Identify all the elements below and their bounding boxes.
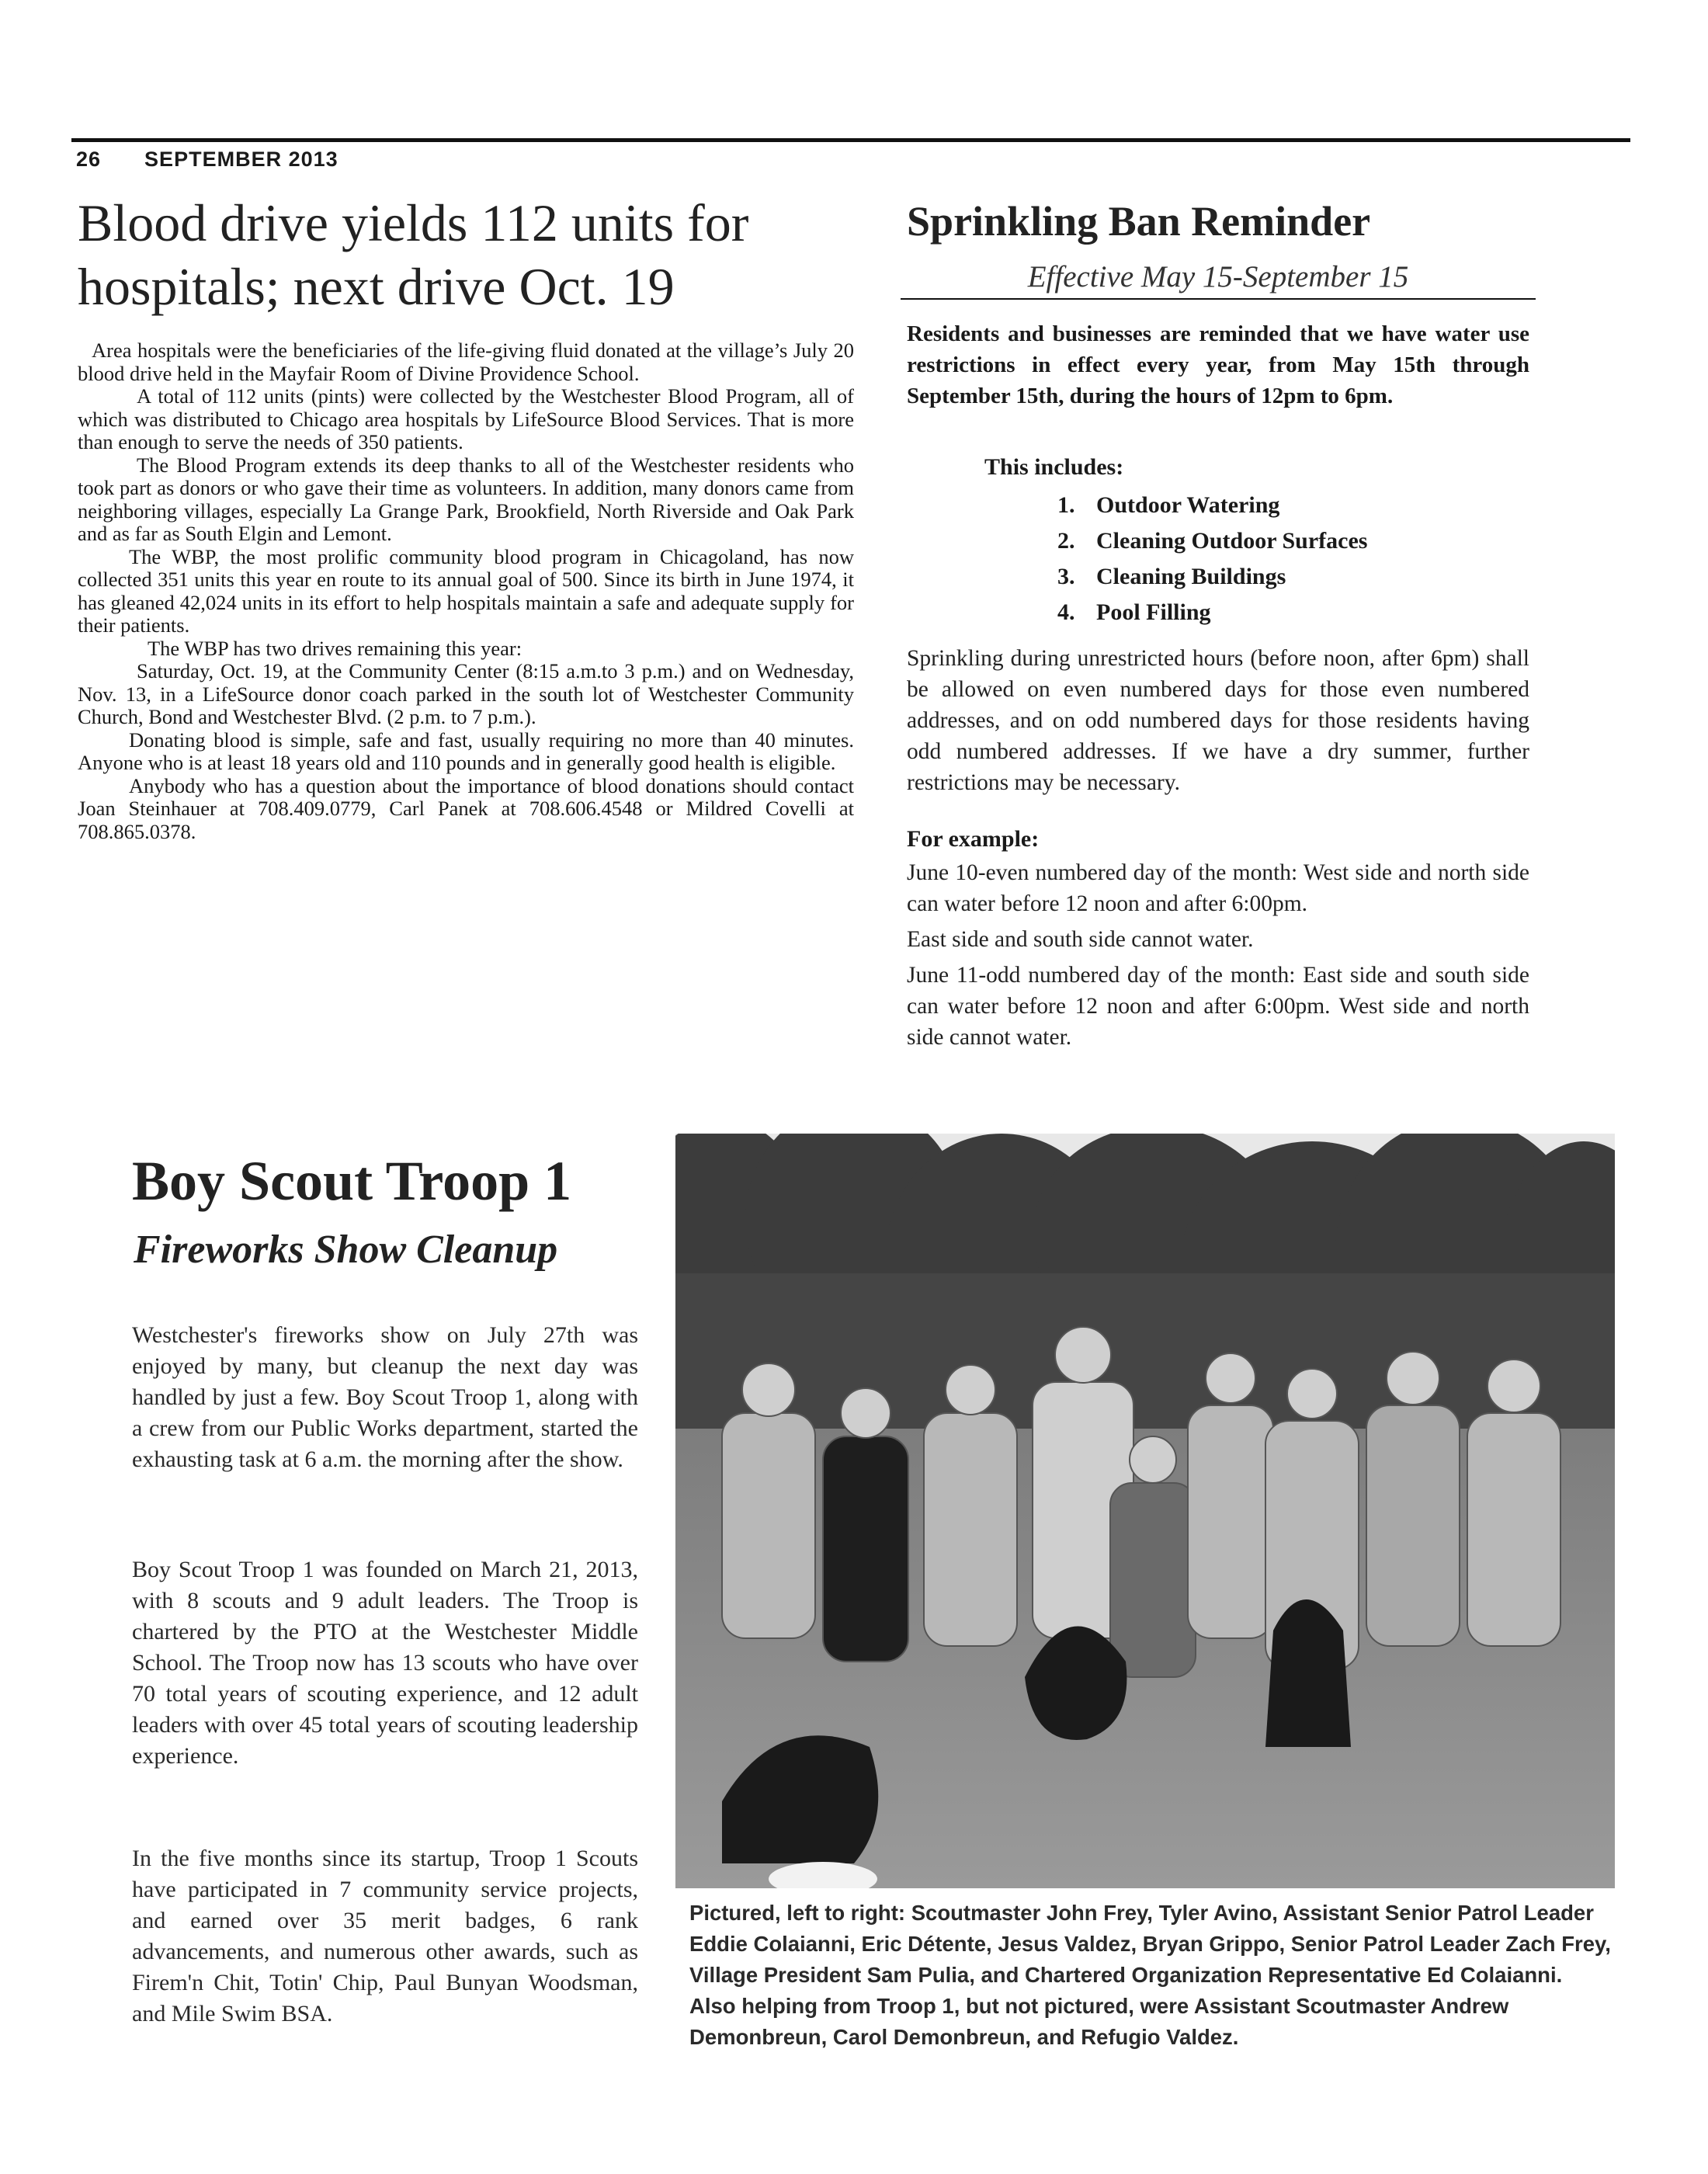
boy-scout-paragraph: In the five months since its startup, Troop 1 Scouts have participated in 7 community service projects, and earned over 35 merit badges, 6 rank advancements, and numerous other awards, such as Firem'n Chit, Totin' Chip, Paul Bunyan Woodsman, and Mile Swim BSA. [132, 1846, 638, 2026]
restriction-number: 4. [1057, 599, 1075, 625]
restriction-number: 1. [1057, 492, 1075, 518]
sprinkling-ban-headline: Sprinkling Ban Reminder [907, 198, 1371, 245]
restriction-number: 3. [1057, 564, 1075, 589]
restriction-text: Pool Filling [1096, 599, 1211, 625]
blood-drive-headline: Blood drive yields 112 units for hospitals; next drive Oct. 19 [78, 193, 749, 316]
troop-group-photo [675, 1134, 1615, 1888]
restriction-number: 2. [1057, 528, 1075, 554]
boy-scout-paragraph: Boy Scout Troop 1 was founded on March 21, 2013, with 8 scouts and 9 adult leaders. The Troop is chartered by the PTO at the Westchester Middle School. The Troop now has 13 scouts who have over 70 total years of scouting experience, and 12 adult leaders with over 45 total years of scouting leadership experience. [132, 1557, 638, 1769]
blood-drive-paragraph: Anybody who has a question about the importance of blood donations should contact Joan Steinhauer at 708.409.0779, Carl Panek at 708.606.4548 or Mildred Covelli at 708.865.0378. [78, 773, 854, 843]
sprinkling-ban-rules: Sprinkling during unrestricted hours (before noon, after 6pm) shall be allowed on even numbered days for those even numbered addresses, and on odd numbered days for those residents having odd numbered addresses. If we have a dry summer, further restrictions may be necessary. [907, 646, 1529, 795]
restriction-text: Cleaning Buildings [1096, 564, 1286, 589]
blood-drive-paragraph: The WBP, the most prolific community blood program in Chicagoland, has now collected 351 units this year en route to its annual goal of 500. Since its birth in June 1974, it has gleaned 42,024 units in its effort to help hospitals maintain a safe and adequate supply for their patients. [78, 544, 854, 637]
header-rule [71, 138, 1630, 142]
boy-scout-headline: Boy Scout Troop 1 [132, 1150, 572, 1212]
photo-caption: Pictured, left to right: Scoutmaster John Frey, Tyler Avino, Assistant Senior Patrol Leader Eddie Colaianni, Eric Détente, Jesus Valdez, Bryan Grippo, Senior Patrol Leader Zach Frey, Village President Sam Pulia, and Chartered Organization Representative Ed Colaianni. Also helping from Troop 1, but not pictured, were Assistant Scoutmaster Andrew Demonbreun, Carol Demonbreun, and Refugio Valdez. [689, 1901, 1611, 2049]
sprinkling-ban-rule [901, 298, 1536, 300]
restriction-item [1057, 595, 1367, 630]
sprinkling-ban-examples [907, 857, 1529, 1057]
page-number: 26 [76, 148, 102, 171]
sprinkling-ban-subhead: Effective May 15-September 15 [1027, 260, 1409, 293]
blood-drive-paragraph: Area hospitals were the beneficiaries of the life-giving fluid donated at the village’s July 20 blood drive held in the Mayfair Room of Divine Providence School. [78, 339, 854, 385]
issue-date: SEPTEMBER 2013 [144, 148, 338, 171]
blood-drive-paragraph: Saturday, Oct. 19, at the Community Center (8:15 a.m.to 3 p.m.) and on Wednesday, Nov. 13, in a LifeSource donor coach parked in the south lot of Westchester Community Church, Bond and Westchester Blvd. (2 p.m. to 7 p.m.). [78, 659, 854, 728]
restriction-item [1057, 488, 1367, 523]
sprinkling-ban-includes-label: This includes: [984, 454, 1124, 480]
example-line: June 11-odd numbered day of the month: East side and south side can water before 12 noon and after 6:00pm. West side and north side cannot water. [907, 963, 1529, 1050]
sprinkling-ban-intro: Residents and businesses are reminded that we have water use restrictions in effect every year, from May 15th through September 15th, during the hours of 12pm to 6pm. [907, 321, 1529, 408]
photo-trees [675, 1134, 1615, 1452]
restriction-item [1057, 523, 1367, 559]
restriction-item [1057, 559, 1367, 595]
restriction-list [1057, 488, 1367, 630]
boy-scout-subhead: Fireworks Show Cleanup [134, 1228, 558, 1272]
boy-scout-paragraph: Westchester's fireworks show on July 27th was enjoyed by many, but cleanup the next day was handled by just a few. Boy Scout Troop 1, along with a crew from our Public Works department, started the exhausting task at 6 a.m. the morning after the show. [132, 1322, 638, 1472]
restriction-text: Cleaning Outdoor Surfaces [1096, 528, 1368, 554]
blood-drive-body [78, 339, 854, 843]
blood-drive-paragraph: A total of 112 units (pints) were collected by the Westchester Blood Program, all of which was distributed to Chicago area hospitals by LifeSource Blood Services. That is more than enough to serve the needs of 350 patients. [78, 384, 854, 453]
sprinkling-ban-example-label: For example: [907, 826, 1040, 852]
blood-drive-paragraph: The Blood Program extends its deep thanks to all of the Westchester residents who took part as donors or who gave their time as volunteers. In addition, many donors came from neighboring villages, especially La Grange Park, Brookfield, North Riverside and Oak Park and as far as South Elgin and Lemont. [78, 453, 854, 545]
blood-drive-paragraph: Donating blood is simple, safe and fast, usually requiring no more than 40 minutes. Anyone who is at least 18 years old and 110 pounds and in generally good health is eligible. [78, 728, 854, 774]
example-line: East side and south side cannot water. [907, 927, 1254, 952]
blood-drive-paragraph: The WBP has two drives remaining this year: [148, 636, 522, 660]
example-line: June 10-even numbered day of the month: West side and north side can water before 12 noon and after 6:00pm. [907, 860, 1529, 916]
restriction-text: Outdoor Watering [1096, 492, 1280, 518]
page-folio [76, 148, 338, 172]
